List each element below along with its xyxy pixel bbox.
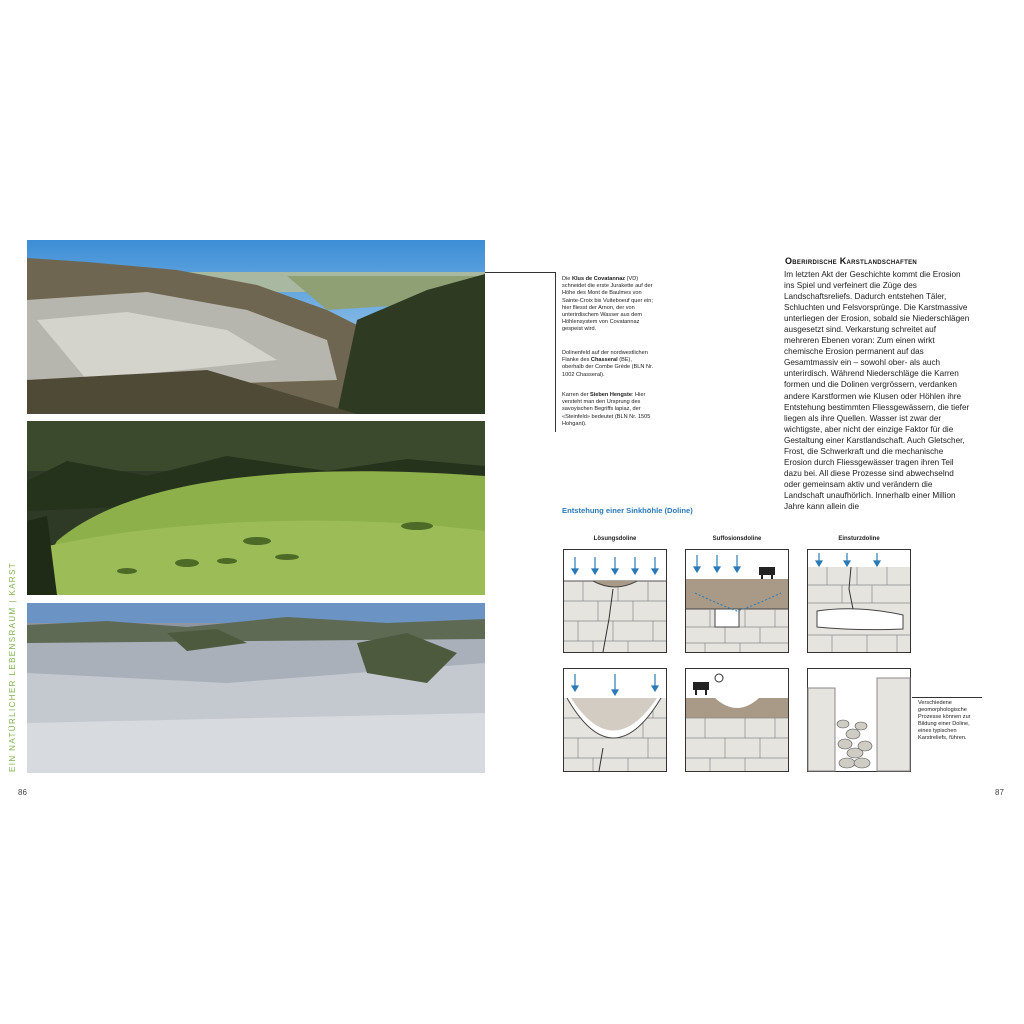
photo-dolinenfeld-chasseral bbox=[27, 421, 485, 595]
page-number-right: 87 bbox=[995, 788, 1004, 797]
caption-sieben-hengste: Karren der Sieben Hengste: Hier versteht man den Ursprung des savoyischen Begriffs lapiaz, der «Steinfeld» bedeutet (BLN Nr. 1505 Hohgant). bbox=[562, 392, 651, 427]
column-label-suffosionsdoline: Suffosionsdoline bbox=[712, 536, 762, 542]
diagram-einsturzdoline-stage-1 bbox=[807, 549, 911, 653]
diagram-title: Entstehung einer Sinkhöhle (Doline) bbox=[562, 506, 693, 515]
diagram-suffosionsdoline-stage-1 bbox=[685, 549, 789, 653]
column-label-einsturzdoline: Einsturzdoline bbox=[838, 536, 880, 542]
caption-connector-line bbox=[485, 272, 555, 273]
caption-klus-covatannaz: Die Klus de Covatannaz (VD) schneidet die erste Jurakette auf der Höhe des Mont de Baulmes von Sainte-Croix bis Vuiteboeuf quer ein; hier fliesst der Arnon, der von unterirdischem Wasser aus dem Höhlensystem von Covatannaz gespeist wird. bbox=[562, 276, 653, 333]
diagram-loesungsdoline-stage-1 bbox=[563, 549, 667, 653]
caption-connector-line bbox=[555, 272, 556, 432]
diagram-suffosionsdoline-stage-2 bbox=[685, 668, 789, 772]
note-connector-line bbox=[912, 697, 982, 698]
photo-klus-covatannaz bbox=[27, 240, 485, 414]
photo-karren-sieben-hengste bbox=[27, 603, 485, 773]
body-paragraph: Im letzten Akt der Geschichte kommt die Erosion ins Spiel und verfeinert die Züge des Landschaftsreliefs. Dadurch entstehen Täler, Schluchten und Felsvorsprünge. Die Karstmassive unterliegen der Erosion, sobald sie Niederschlägen ausgesetzt sind. Verkarstung schreitet auf mehreren Ebenen voran: Zum einen wirkt chemische Erosion permanent auf das Gesamtmassiv ein – sowohl ober- als auch unterirdisch. Während Niederschläge die Karren formen und die Dolinen vergrössern, verdanken andere Karstformen wie Klusen oder Höhlen ihre Entstehung bestimmten Fliessgewässern, die tiefer liegen als ihre Quellen. Wasser ist zwar der wichtigste, aber nicht der einzige Faktor für die Gestaltung einer Karstlandschaft. Auch Gletscher, Frost, die Schwerkraft und die mechanische Erosion durch Fliessgewässer tragen ihren Teil dazu bei. All diese Prozesse sind abwechselnd oder gemeinsam aktiv und verändern die Landschaft unaufhörlich. Innerhalb einer Million Jahre kann allein die bbox=[784, 270, 970, 511]
diagram-side-note: Verschiedene geomorphologische Prozesse können zur Bildung einer Doline, eines typischen Karstreliefs, führen. bbox=[918, 700, 971, 742]
caption-chasseral: Dolinenfeld auf der nordwestlichen Flanke des Chasseral (BE), oberhalb der Combe Grède (BLN Nr. 1002 Chasseral). bbox=[562, 350, 654, 378]
section-heading: Oberirdische Karstlandschaften bbox=[785, 256, 918, 266]
diagram-einsturzdoline-stage-2 bbox=[807, 668, 911, 772]
page-number-left: 86 bbox=[18, 788, 27, 797]
column-label-loesungsdoline: Lösungsdoline bbox=[593, 536, 637, 542]
section-side-label: EIN NATÜRLICHER LEBENSRAUM | KARST bbox=[8, 561, 17, 772]
diagram-loesungsdoline-stage-2 bbox=[563, 668, 667, 772]
